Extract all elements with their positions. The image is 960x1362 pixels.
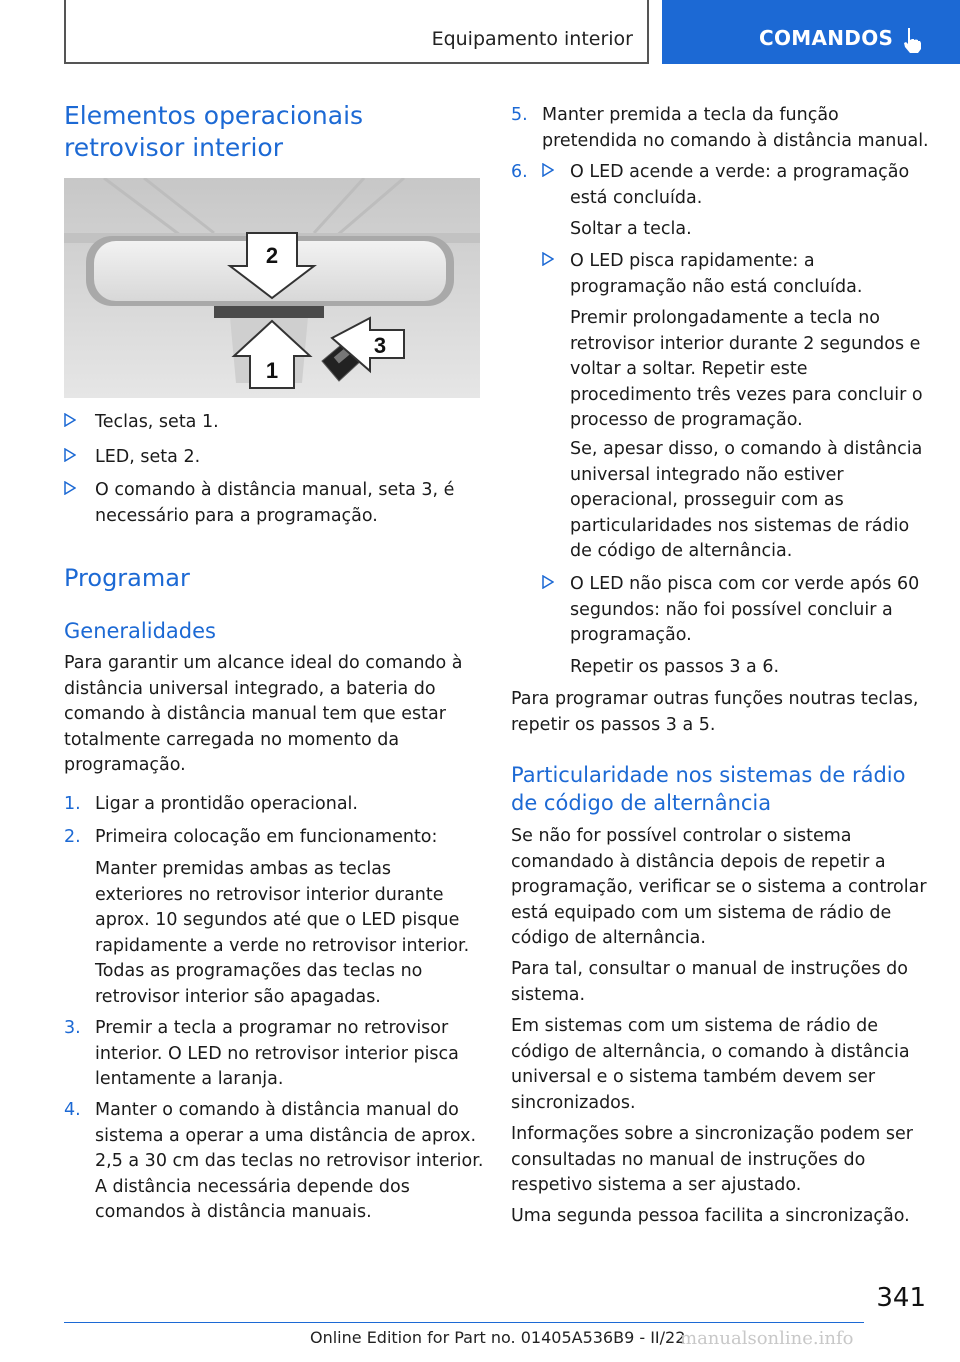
heading-programar: Programar [64, 564, 190, 592]
step-number: 5. [511, 105, 528, 125]
paragraph: Informações sobre a sincronização podem ser consultadas no manual de instruções do respetivo sistema a ser ajustado. [511, 1124, 913, 1195]
step-number: 2. [64, 827, 81, 847]
section-heading-rearview-controls: Elementos operacionais retrovisor interior [64, 101, 364, 162]
outras-paragraph: Para programar outras funções noutras teclas, repetir os passos 3 a 5. [511, 689, 919, 735]
step-number: 6. [511, 162, 528, 182]
step-text: Primeira colocação em funcionamento: [95, 827, 438, 847]
callout-1: 1 [265, 358, 279, 383]
section-tab [64, 0, 649, 64]
triangle-bullet-icon [64, 413, 76, 427]
step-text: Manter premida a tecla da função pretendida no comando à distância manual. [542, 105, 929, 151]
sub-bullet-text: O LED pisca rapidamente: a programação não está concluída. [570, 251, 863, 297]
section-title: Equipamento interior [431, 28, 633, 50]
edition-text: Online Edition for Part no. 01405A536B9 - II/22 [310, 1328, 686, 1347]
sub-bullet-text: O LED não pisca com cor verde após 60 segundos: não foi possível concluir a programação. [570, 574, 920, 645]
triangle-bullet-icon [542, 252, 554, 266]
heading-generalidades: Generalidades [64, 619, 216, 643]
sub-bullet-detail: Se, apesar disso, o comando à distância universal integrado não estiver operacional, prosseguir com as particularidades nos sistemas de rádio de código de alternância. [570, 439, 923, 561]
step-text: Manter o comando à distância manual do sistema a operar a uma distância de aprox. 2,5 a 30 cm das teclas no retrovisor interior. A distância necessária depende dos comandos à distância manuais. [95, 1100, 484, 1222]
bullet-text: Teclas, seta 1. [95, 412, 219, 432]
bullet-text: O comando à distância manual, seta 3, é necessário para a programação. [95, 480, 455, 526]
step-number: 4. [64, 1100, 81, 1120]
callout-2: 2 [265, 243, 279, 268]
triangle-bullet-icon [64, 481, 76, 495]
sub-bullet-detail: Premir prolongadamente a tecla no retrovisor interior durante 2 segundos e voltar a soltar. Repetir este procedimento três vezes para concluir o processo de programação. [570, 308, 923, 430]
step-detail: Manter premidas ambas as teclas exteriores no retrovisor interior durante aprox. 10 segundos até que o LED pisque rapidamente a verde no retrovisor interior. Todas as programações das teclas no retrovisor interior são apagadas. [95, 859, 470, 1007]
sub-bullet-detail: Soltar a tecla. [570, 219, 692, 239]
mirror-illustration [64, 178, 480, 398]
pointing-hand-icon [900, 26, 924, 54]
page-header [0, 0, 960, 70]
step-text: Premir a tecla a programar no retrovisor interior. O LED no retrovisor interior pisca lentamente a laranja. [95, 1018, 459, 1089]
bullet-text: LED, seta 2. [95, 447, 201, 467]
paragraph: Uma segunda pessoa facilita a sincronização. [511, 1206, 910, 1226]
triangle-bullet-icon [64, 448, 76, 462]
chapter-title: COMANDOS [759, 26, 894, 50]
step-text: Ligar a prontidão operacional. [95, 794, 358, 814]
heading-particularidade: Particularidade nos sistemas de rádio de código de alternância [511, 763, 906, 815]
paragraph: Se não for possível controlar o sistema comandado à distância depois de repetir a programação, verificar se o sistema a controlar está equipado com um sistema de rádio de código de alternância. [511, 826, 927, 948]
step-number: 1. [64, 794, 81, 814]
triangle-bullet-icon [542, 575, 554, 589]
footer-divider [64, 1322, 864, 1323]
sub-bullet-text: O LED acende a verde: a programação está concluída. [570, 162, 910, 208]
chapter-tab [662, 0, 960, 64]
callout-3: 3 [373, 333, 387, 358]
paragraph: Para tal, consultar o manual de instruções do sistema. [511, 959, 908, 1005]
intro-paragraph: Para garantir um alcance ideal do comando à distância universal integrado, a bateria do comando à distância manual tem que estar totalmente carregada no momento da programação. [64, 653, 463, 775]
watermark: manualsonline.info [680, 1328, 854, 1349]
page-number: 341 [876, 1283, 926, 1313]
triangle-bullet-icon [542, 163, 554, 177]
sub-bullet-detail: Repetir os passos 3 a 6. [570, 657, 780, 677]
step-number: 3. [64, 1018, 81, 1038]
rearview-mirror-figure [64, 178, 480, 398]
paragraph: Em sistemas com um sistema de rádio de código de alternância, o comando à distância universal e o sistema também devem ser sincronizados. [511, 1016, 910, 1113]
